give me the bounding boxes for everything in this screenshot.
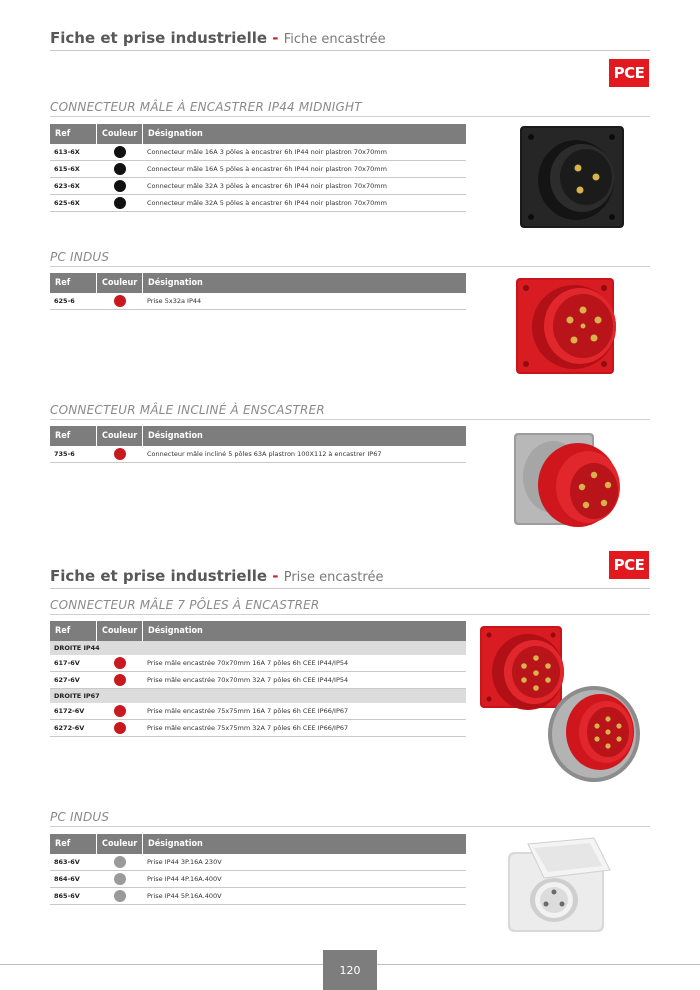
header-designation: Désignation — [148, 839, 203, 849]
header-ref: Ref — [55, 839, 71, 849]
heading-subtitle: Fiche encastrée — [283, 32, 386, 47]
table-section-3 — [50, 426, 466, 463]
table-row — [50, 703, 466, 720]
table-row — [50, 888, 466, 905]
row-designation: Prise IP44 3P.16A 230V — [147, 858, 222, 866]
color-dot — [114, 856, 126, 868]
table-section-1 — [50, 124, 466, 212]
table-row — [50, 871, 466, 888]
row-designation: Connecteur mâle 16A 3 pôles à encastrer 6h IP44 noir plastron 70x70mm — [147, 148, 387, 156]
header-color: Couleur — [96, 124, 143, 144]
row-ref: 735-6 — [54, 450, 75, 458]
section-title-2: PC INDUS — [50, 250, 650, 267]
table-section-2 — [50, 273, 466, 310]
table-row — [50, 293, 466, 310]
table-header — [50, 124, 466, 144]
table-section-5 — [50, 834, 466, 905]
header-ref: Ref — [55, 278, 71, 288]
product-image-white-socket — [498, 832, 628, 937]
color-dot — [114, 197, 126, 209]
row-designation: Prise mâle encastrée 70x70mm 16A 7 pôles 6h CEE IP44/IP54 — [147, 659, 349, 667]
row-ref: 613-6X — [54, 148, 80, 156]
section-title-4: CONNECTEUR MÂLE 7 PÔLES À ENCASTRER — [50, 598, 650, 615]
row-designation: Prise IP44 4P.16A.400V — [147, 875, 222, 883]
row-designation: Connecteur mâle 32A 5 pôles à encastrer 6h IP44 noir plastron 70x70mm — [147, 199, 387, 207]
color-dot — [114, 657, 126, 669]
heading-subtitle: Prise encastrée — [283, 570, 384, 585]
header-designation: Désignation — [148, 431, 203, 441]
product-image-inclined-connector — [508, 425, 633, 535]
row-designation: Connecteur mâle 16A 5 pôles à encastrer 6h IP44 noir plastron 70x70mm — [147, 165, 387, 173]
header-ref: Ref — [55, 129, 71, 139]
page-heading-2 — [50, 566, 650, 589]
table-section-4 — [50, 621, 466, 737]
table-header — [50, 273, 466, 293]
row-ref: 617-6V — [54, 659, 80, 667]
row-ref: 627-6V — [54, 676, 80, 684]
heading-main: Fiche et prise industrielle — [50, 567, 268, 585]
product-image-black-connector — [516, 122, 631, 232]
row-designation: Connecteur mâle 32A 3 pôles à encastrer 6h IP44 noir plastron 70x70mm — [147, 182, 387, 190]
color-dot — [114, 873, 126, 885]
color-dot — [114, 674, 126, 686]
group-label: DROITE IP44 — [50, 641, 466, 655]
color-dot — [114, 180, 126, 192]
product-image-7-pole-connectors — [476, 622, 646, 787]
pce-logo: PCE — [609, 59, 649, 87]
color-dot — [114, 163, 126, 175]
heading-separator: - — [267, 567, 284, 585]
page-heading-1 — [50, 28, 650, 51]
table-row — [50, 672, 466, 689]
color-dot — [114, 722, 126, 734]
section-title-5: PC INDUS — [50, 810, 650, 827]
row-ref: 625-6 — [54, 297, 75, 305]
row-ref: 863-6V — [54, 858, 80, 866]
row-ref: 615-6X — [54, 165, 80, 173]
row-ref: 865-6V — [54, 892, 80, 900]
color-dot — [114, 890, 126, 902]
table-row — [50, 446, 466, 463]
row-ref: 6272-6V — [54, 724, 85, 732]
row-designation: Prise mâle encastrée 70x70mm 32A 7 pôles 6h CEE IP44/IP54 — [147, 676, 349, 684]
table-header — [50, 426, 466, 446]
header-designation: Désignation — [148, 626, 203, 636]
heading-main: Fiche et prise industrielle — [50, 29, 268, 47]
color-dot — [114, 705, 126, 717]
table-row — [50, 720, 466, 737]
table-row — [50, 195, 466, 212]
header-designation: Désignation — [148, 278, 203, 288]
page-number: 120 — [323, 950, 377, 990]
header-ref: Ref — [55, 626, 71, 636]
header-designation: Désignation — [148, 129, 203, 139]
row-designation: Prise mâle encastrée 75x75mm 32A 7 pôles 6h CEE IP66/IP67 — [147, 724, 349, 732]
table-row — [50, 854, 466, 871]
row-designation: Prise mâle encastrée 75x75mm 16A 7 pôles 6h CEE IP66/IP67 — [147, 707, 349, 715]
pce-logo: PCE — [609, 551, 649, 579]
table-row — [50, 655, 466, 672]
product-image-red-connector — [508, 272, 633, 382]
header-color: Couleur — [96, 834, 143, 854]
header-color: Couleur — [96, 426, 143, 446]
table-row — [50, 144, 466, 161]
row-ref: 6172-6V — [54, 707, 85, 715]
header-color: Couleur — [96, 273, 143, 293]
table-header — [50, 834, 466, 854]
section-title-1: CONNECTEUR MÂLE À ENCASTRER IP44 MIDNIGHT — [50, 100, 650, 117]
row-ref: 623-6X — [54, 182, 80, 190]
table-header — [50, 621, 466, 641]
group-label: DROITE IP67 — [50, 689, 466, 703]
color-dot — [114, 295, 126, 307]
table-row — [50, 161, 466, 178]
heading-separator: - — [267, 29, 284, 47]
color-dot — [114, 146, 126, 158]
row-ref: 864-6V — [54, 875, 80, 883]
header-ref: Ref — [55, 431, 71, 441]
section-title-3: CONNECTEUR MÂLE INCLINÉ À ENSCASTRER — [50, 403, 650, 420]
row-ref: 625-6X — [54, 199, 80, 207]
row-designation: Prise IP44 5P.16A.400V — [147, 892, 222, 900]
color-dot — [114, 448, 126, 460]
header-color: Couleur — [96, 621, 143, 641]
row-designation: Connecteur mâle incliné 5 pôles 63A plastron 100X112 à encastrer IP67 — [147, 450, 382, 458]
table-row — [50, 178, 466, 195]
row-designation: Prise 5x32a IP44 — [147, 297, 202, 305]
